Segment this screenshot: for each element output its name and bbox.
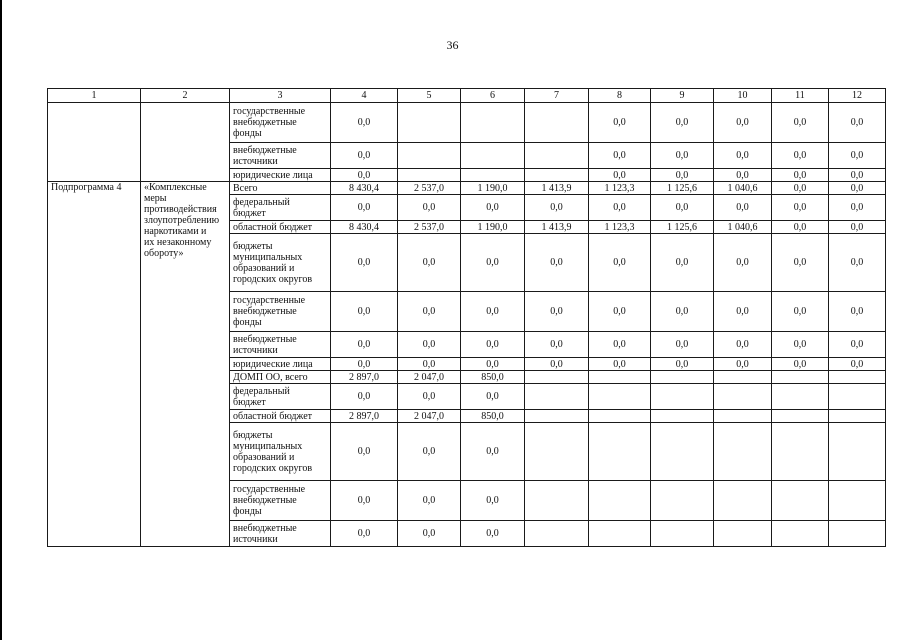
- value-cell: [714, 410, 772, 423]
- table-body: [48, 89, 886, 547]
- value-cell: 0,0: [651, 143, 714, 169]
- value-cell: 0,0: [829, 221, 886, 234]
- funding-source: [230, 195, 331, 221]
- funding-source: [230, 143, 331, 169]
- value-cell: [525, 169, 589, 182]
- funding-source: [230, 384, 331, 410]
- value-cell: 0,0: [525, 358, 589, 371]
- value-cell: [525, 143, 589, 169]
- value-cell: 0,0: [331, 423, 398, 481]
- value-cell: 0,0: [714, 234, 772, 292]
- value-cell: 0,0: [714, 292, 772, 332]
- value-cell: 0,0: [461, 521, 525, 547]
- header-cell-1: 1: [48, 89, 141, 103]
- value-cell: 0,0: [398, 234, 461, 292]
- header-row: [48, 89, 886, 103]
- cell-text: федеральный бюджет: [233, 196, 290, 219]
- value-cell: 0,0: [398, 423, 461, 481]
- value-cell: 0,0: [461, 358, 525, 371]
- value-cell: 0,0: [461, 195, 525, 221]
- value-cell: 1 125,6: [651, 182, 714, 195]
- header-cell-8: 8: [589, 89, 651, 103]
- table-row: [48, 103, 886, 143]
- value-cell: 0,0: [461, 234, 525, 292]
- value-cell: [398, 103, 461, 143]
- value-cell: 0,0: [772, 143, 829, 169]
- cell-text: областной бюджет: [233, 221, 313, 233]
- header-cell-11: 11: [772, 89, 829, 103]
- value-cell: 0,0: [398, 195, 461, 221]
- header-cell-7: 7: [525, 89, 589, 103]
- value-cell: 0,0: [398, 332, 461, 358]
- value-cell: 0,0: [772, 234, 829, 292]
- cell-text: бюджеты муниципальных образований и городских округов: [233, 429, 313, 474]
- funding-source: [230, 182, 331, 195]
- header-cell-2: 2: [141, 89, 230, 103]
- value-cell: 1 413,9: [525, 182, 589, 195]
- value-cell: 0,0: [589, 358, 651, 371]
- value-cell: [829, 371, 886, 384]
- value-cell: 0,0: [651, 332, 714, 358]
- value-cell: 0,0: [829, 234, 886, 292]
- cell-text: федеральный бюджет: [233, 385, 290, 408]
- value-cell: [714, 423, 772, 481]
- value-cell: 1 123,3: [589, 221, 651, 234]
- cell-text: государственные внебюджетные фонды: [233, 484, 306, 517]
- value-cell: 0,0: [525, 195, 589, 221]
- value-cell: 1 413,9: [525, 221, 589, 234]
- empty-col-2: [141, 103, 230, 182]
- value-cell: [829, 410, 886, 423]
- subprogram-label: [48, 182, 141, 547]
- value-cell: 0,0: [651, 195, 714, 221]
- value-cell: 0,0: [525, 292, 589, 332]
- value-cell: 0,0: [772, 103, 829, 143]
- value-cell: 0,0: [829, 332, 886, 358]
- value-cell: 0,0: [651, 292, 714, 332]
- value-cell: 850,0: [461, 371, 525, 384]
- value-cell: 0,0: [398, 481, 461, 521]
- header-cell-10: 10: [714, 89, 772, 103]
- value-cell: [829, 481, 886, 521]
- value-cell: [525, 423, 589, 481]
- value-cell: 0,0: [331, 292, 398, 332]
- value-cell: 0,0: [714, 358, 772, 371]
- value-cell: 0,0: [331, 103, 398, 143]
- funding-source: [230, 221, 331, 234]
- value-cell: [525, 103, 589, 143]
- value-cell: 0,0: [461, 384, 525, 410]
- value-cell: 0,0: [772, 332, 829, 358]
- value-cell: [651, 423, 714, 481]
- funding-source: [230, 103, 331, 143]
- value-cell: 2 047,0: [398, 371, 461, 384]
- subprogram-title: [141, 182, 230, 547]
- budget-table: [47, 88, 886, 547]
- cell-text: ДОМП ОО, всего: [233, 371, 308, 383]
- empty-col-1: [48, 103, 141, 182]
- value-cell: [772, 521, 829, 547]
- cell-text: Подпрограмма 4: [51, 182, 122, 193]
- cell-text: «Комплексные меры противодействия злоупотреблению наркотиками и их незаконному обороту»: [144, 182, 220, 259]
- value-cell: 0,0: [772, 292, 829, 332]
- table-row: [48, 182, 886, 195]
- value-cell: 0,0: [714, 143, 772, 169]
- value-cell: 0,0: [398, 384, 461, 410]
- value-cell: 1 125,6: [651, 221, 714, 234]
- header-cell-5: 5: [398, 89, 461, 103]
- value-cell: 8 430,4: [331, 182, 398, 195]
- value-cell: 0,0: [331, 332, 398, 358]
- value-cell: 0,0: [461, 481, 525, 521]
- value-cell: 1 040,6: [714, 182, 772, 195]
- cell-text: юридические лица: [233, 169, 313, 181]
- value-cell: 0,0: [829, 292, 886, 332]
- value-cell: 0,0: [651, 234, 714, 292]
- value-cell: 0,0: [651, 358, 714, 371]
- value-cell: 1 190,0: [461, 221, 525, 234]
- cell-text: областной бюджет: [233, 410, 313, 422]
- value-cell: [714, 521, 772, 547]
- value-cell: 0,0: [589, 292, 651, 332]
- cell-text: государственные внебюджетные фонды: [233, 295, 306, 328]
- value-cell: [461, 103, 525, 143]
- cell-text: бюджеты муниципальных образований и городских округов: [233, 240, 313, 285]
- value-cell: [589, 423, 651, 481]
- value-cell: [651, 481, 714, 521]
- value-cell: [829, 521, 886, 547]
- funding-source: [230, 410, 331, 423]
- value-cell: 2 047,0: [398, 410, 461, 423]
- value-cell: 0,0: [461, 332, 525, 358]
- value-cell: [525, 521, 589, 547]
- value-cell: 0,0: [398, 292, 461, 332]
- value-cell: [589, 481, 651, 521]
- value-cell: [589, 371, 651, 384]
- value-cell: [651, 371, 714, 384]
- header-cell-3: 3: [230, 89, 331, 103]
- value-cell: 2 897,0: [331, 371, 398, 384]
- value-cell: 0,0: [331, 358, 398, 371]
- funding-source: [230, 371, 331, 384]
- value-cell: 0,0: [525, 332, 589, 358]
- cell-text: юридические лица: [233, 358, 313, 370]
- cell-text: внебюджетные источники: [233, 333, 297, 356]
- value-cell: 0,0: [331, 481, 398, 521]
- value-cell: 0,0: [461, 423, 525, 481]
- value-cell: [714, 481, 772, 521]
- value-cell: 0,0: [772, 169, 829, 182]
- value-cell: 0,0: [398, 521, 461, 547]
- value-cell: 0,0: [714, 195, 772, 221]
- value-cell: [589, 384, 651, 410]
- value-cell: [829, 384, 886, 410]
- value-cell: [589, 521, 651, 547]
- value-cell: 0,0: [331, 195, 398, 221]
- value-cell: 0,0: [331, 143, 398, 169]
- value-cell: 0,0: [331, 521, 398, 547]
- value-cell: 1 040,6: [714, 221, 772, 234]
- funding-source: [230, 292, 331, 332]
- value-cell: [651, 410, 714, 423]
- value-cell: 0,0: [829, 195, 886, 221]
- value-cell: 0,0: [772, 182, 829, 195]
- value-cell: 0,0: [461, 292, 525, 332]
- value-cell: [651, 384, 714, 410]
- value-cell: 2 897,0: [331, 410, 398, 423]
- value-cell: [461, 169, 525, 182]
- value-cell: [589, 410, 651, 423]
- value-cell: [829, 423, 886, 481]
- value-cell: [461, 143, 525, 169]
- value-cell: 0,0: [714, 169, 772, 182]
- value-cell: 1 123,3: [589, 182, 651, 195]
- funding-source: [230, 332, 331, 358]
- value-cell: 0,0: [589, 143, 651, 169]
- value-cell: 0,0: [829, 103, 886, 143]
- value-cell: [772, 384, 829, 410]
- value-cell: 0,0: [651, 103, 714, 143]
- funding-source: [230, 234, 331, 292]
- value-cell: 850,0: [461, 410, 525, 423]
- cell-text: внебюджетные источники: [233, 144, 297, 167]
- header-cell-4: 4: [331, 89, 398, 103]
- value-cell: 0,0: [398, 358, 461, 371]
- value-cell: 2 537,0: [398, 221, 461, 234]
- funding-source: [230, 358, 331, 371]
- funding-source: [230, 521, 331, 547]
- value-cell: 0,0: [589, 103, 651, 143]
- cell-text: внебюджетные источники: [233, 522, 297, 545]
- page-left-edge: [0, 0, 2, 640]
- value-cell: [525, 384, 589, 410]
- value-cell: 0,0: [829, 182, 886, 195]
- value-cell: 0,0: [589, 332, 651, 358]
- value-cell: 0,0: [714, 332, 772, 358]
- cell-text: государственные внебюджетные фонды: [233, 106, 306, 139]
- value-cell: 0,0: [714, 103, 772, 143]
- funding-source: [230, 423, 331, 481]
- value-cell: 0,0: [331, 234, 398, 292]
- value-cell: 0,0: [829, 143, 886, 169]
- value-cell: [714, 384, 772, 410]
- value-cell: 0,0: [829, 358, 886, 371]
- value-cell: [772, 481, 829, 521]
- value-cell: [772, 371, 829, 384]
- value-cell: 0,0: [772, 195, 829, 221]
- value-cell: [525, 410, 589, 423]
- funding-source: [230, 481, 331, 521]
- value-cell: [772, 410, 829, 423]
- value-cell: [772, 423, 829, 481]
- value-cell: 0,0: [331, 384, 398, 410]
- value-cell: [398, 143, 461, 169]
- funding-source: [230, 169, 331, 182]
- value-cell: 0,0: [589, 195, 651, 221]
- value-cell: 0,0: [651, 169, 714, 182]
- value-cell: [714, 371, 772, 384]
- cell-text: Всего: [233, 182, 258, 194]
- page-number: 36: [446, 38, 459, 52]
- value-cell: 0,0: [829, 169, 886, 182]
- value-cell: 0,0: [772, 358, 829, 371]
- value-cell: [525, 371, 589, 384]
- value-cell: [398, 169, 461, 182]
- value-cell: [525, 481, 589, 521]
- header-cell-12: 12: [829, 89, 886, 103]
- header-cell-9: 9: [651, 89, 714, 103]
- header-cell-6: 6: [461, 89, 525, 103]
- value-cell: 8 430,4: [331, 221, 398, 234]
- value-cell: 0,0: [525, 234, 589, 292]
- value-cell: 1 190,0: [461, 182, 525, 195]
- value-cell: 0,0: [589, 169, 651, 182]
- value-cell: [651, 521, 714, 547]
- value-cell: 0,0: [589, 234, 651, 292]
- value-cell: 0,0: [331, 169, 398, 182]
- value-cell: 0,0: [772, 221, 829, 234]
- value-cell: 2 537,0: [398, 182, 461, 195]
